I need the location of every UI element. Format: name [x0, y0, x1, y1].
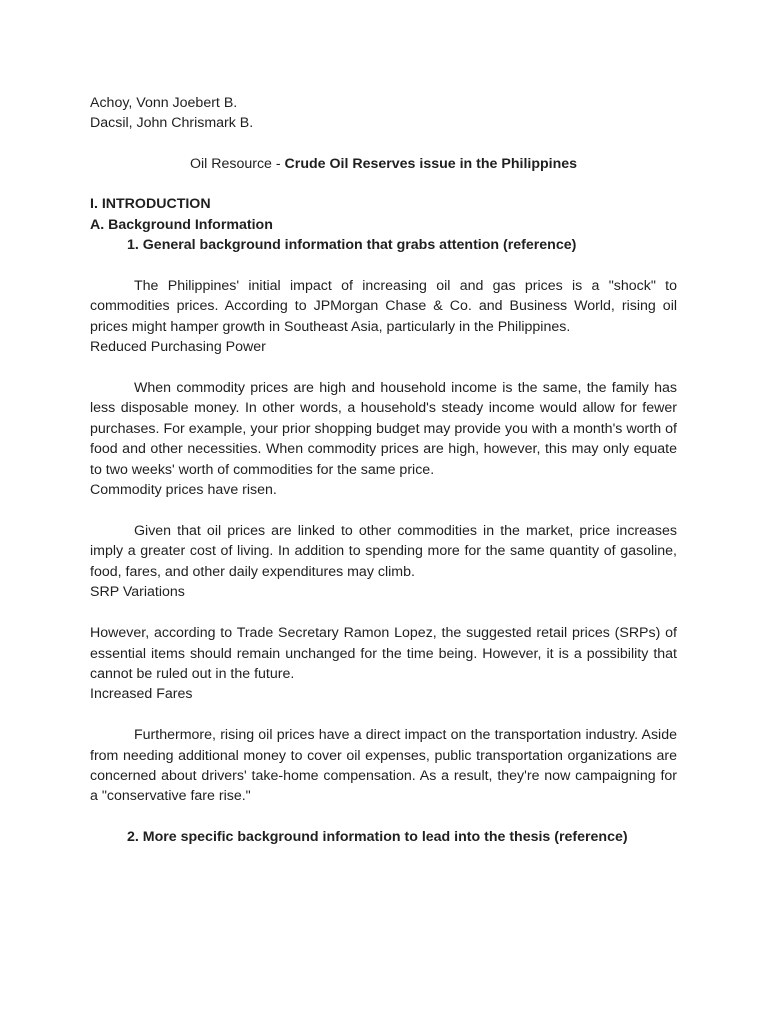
section-heading-srp-variations: SRP Variations	[90, 584, 185, 601]
intro-paragraph: The Philippines' initial impact of increasing oil and gas prices is a "shock" to commodities prices. According to JPMorgan Chase & Co. and Business World, rising oil prices might hamper growth in Southeast Asia, particularly in the Philippines.	[90, 277, 677, 335]
subsection-heading: A. Background Information	[90, 216, 273, 233]
section-heading-reduced-purchasing-power: Reduced Purchasing Power	[90, 339, 266, 356]
section-heading-commodity-prices: Commodity prices have risen.	[90, 482, 277, 499]
author-1: Achoy, Vonn Joebert B.	[90, 95, 238, 111]
document-body	[90, 93, 677, 862]
author-2: Dacsil, John Chrismark B.	[90, 115, 254, 132]
title-prefix: Oil Resource -	[189, 155, 285, 172]
document-title	[90, 154, 677, 174]
section-heading-increased-fares: Increased Fares	[90, 686, 193, 703]
paragraph-srp-variations: However, according to Trade Secretary Ramon Lopez, the suggested retail prices (SRPs) of essential items should remain unchanged for the time being. However, it is a possibility that cannot be ruled out in the future.	[90, 625, 677, 682]
item-1-heading: 1. General background information that grabs attention (reference)	[127, 237, 577, 254]
paragraph-increased-fares: Furthermore, rising oil prices have a direct impact on the transportation industry. Aside from needing additional money to cover oil expenses, public transportation organizations are concerned about drivers' take-home compensation. As a result, they're now campaigning for a "conservative fare rise."	[90, 727, 677, 805]
section-heading: I. INTRODUCTION	[90, 196, 211, 213]
paragraph-reduced-purchasing-power: When commodity prices are high and household income is the same, the family has less disposable money. In other words, a household's steady income would allow for fewer purchases. For example, your prior shopping budget may provide you with a month's worth of food and other necessities. When commodity prices are high, however, this may only equate to two weeks' worth of commodities for the same price.	[90, 380, 677, 478]
title-main: Crude Oil Reserves issue in the Philippines	[284, 155, 578, 172]
paragraph-commodity-prices: Given that oil prices are linked to other commodities in the market, price increases imply a greater cost of living. In addition to spending more for the same quantity of gasoline, food, fares, and other daily expenditures may climb.	[90, 523, 677, 580]
item-2-heading: 2. More specific background information to lead into the thesis (reference)	[127, 829, 628, 846]
